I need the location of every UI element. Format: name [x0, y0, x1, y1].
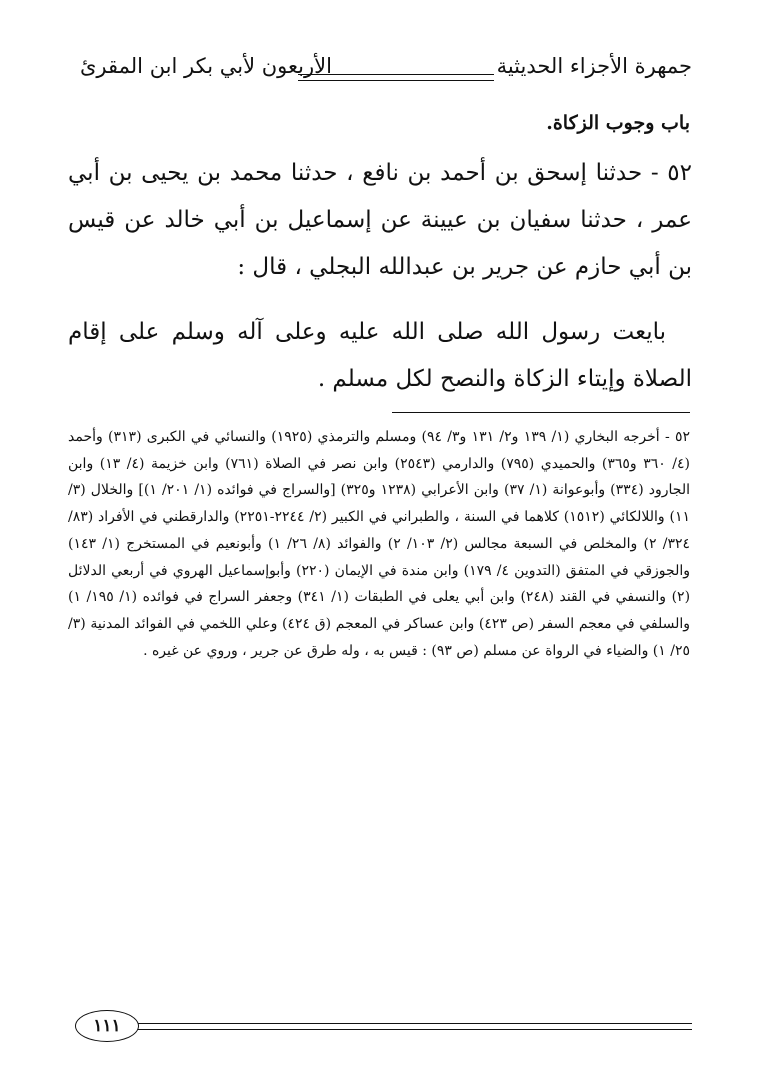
page-number: ١١١ [93, 1016, 121, 1036]
main-text [68, 150, 692, 403]
book-title: جمهرة الأجزاء الحديثية [496, 54, 692, 78]
part-title: الأربعون لأبي بكر ابن المقرئ [80, 54, 332, 78]
page-number-badge [75, 1010, 139, 1042]
chapter-title: باب وجوب الزكاة. [546, 112, 690, 134]
hadith-matn: بايعت رسول الله صلى الله عليه وعلى آله وسلم على إقام الصلاة وإيتاء الزكاة والنصح لكل مسلم . [68, 319, 692, 392]
footnote-separator [392, 412, 690, 413]
page-footer [75, 1010, 692, 1042]
footnote [68, 424, 690, 664]
footnote-text: ٥٢ - أخرجه البخاري (١/ ١٣٩ و٢/ ١٣١ و٣/ ٩٤) ومسلم والترمذي (١٩٢٥) والنسائي في الكبرى (٣١٣) وأحمد (٤/ ٣٦٠ و٣٦٥) والحميدي (٧٩٥) والدارمي (٢٥٤٣) وابن نصر في الصلاة (٧٦١) وابن خزيمة (٤/ ١٣) وابن الجارود (٣٣٤) وأبوعوانة (١/ ٣٧) وابن الأعرابي (١٢٣٨ و٣٢٥) [والسراج في فوائده (١/ ٢٠١/ ١)] والخلال (٣/ ١١) واللالكائي (١٥١٢) كلاهما في السنة ، والطبراني في الكبير (٢/ ٢٢٤٤-٢٢٥١) والدارقطني في الأفراد (٨٣/ ٣٢٤/ ٢) والمخلص في السبعة مجالس (٢/ ١٠٣/ ٢) والفوائد (٨/ ٢٦/ ١) وأبونعيم في المستخرج (١/ ١٤٣) والجوزقي في المتفق (التدوين ٤/ ١٧٩) وابن مندة في الإيمان (٢٢٠) وأبوإسماعيل الهروي في أربعي الدلائل (٢) والنسفي في القند (٢٤٨) وابن أبي يعلى في الطبقات (١/ ٣٤١) وجعفر السراج في فوائده (١/ ١٩٥/ ١) والسلفي في معجم السفر (ص ٤٢٣) وابن عساكر في المعجم (ق ٤٢٤) وعلي اللخمي في الفوائد المدنية (٣/ ٢٥/ ١) والضياء في الرواة عن مسلم (ص ٩٣) : قيس به ، وله طرق عن جرير ، وروي عن غيره . [68, 429, 691, 659]
running-header [80, 54, 692, 90]
hadith-isnad: ٥٢ - حدثنا إسحق بن أحمد بن نافع ، حدثنا محمد بن يحيى بن أبي عمر ، حدثنا سفيان بن عيينة عن إسماعيل بن أبي خالد عن قيس بن أبي حازم عن جرير بن عبدالله البجلي ، قال : [68, 160, 692, 280]
footer-rule [125, 1023, 692, 1030]
